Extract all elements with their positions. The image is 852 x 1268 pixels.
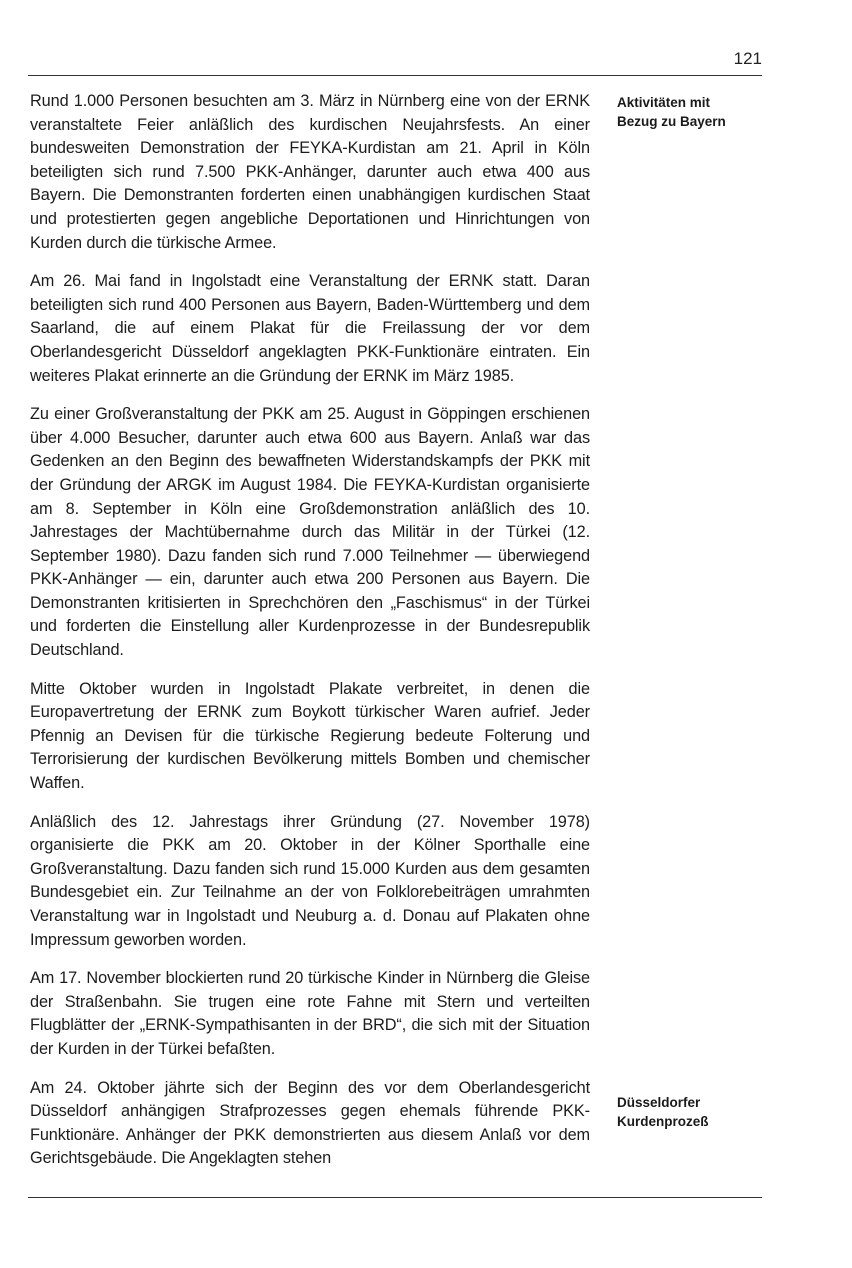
paragraph: Anläßlich des 12. Jahrestags ihrer Gründung (27. November 1978) organisierte die PKK am 20. Oktober in der Kölner Sporthalle eine Großveranstaltung. Dazu fanden sich rund 15.000 Kurden aus dem gesamten Bundesgebiet ein. Zur Teilnahme an der von Folklorebeiträgen umrahmten Veranstaltung war in Ingolstadt und Neuburg a. d. Donau auf Plakaten ohne Impressum geworben worden. [30,812,590,949]
paragraph: Am 17. November blockierten rund 20 türkische Kinder in Nürnberg die Gleise der Straßenbahn. Sie trugen eine rote Fahne mit Stern und verteilten Flugblätter der „ERNK-Sympathisanten in der BRD“, die sich mit der Situation der Kurden in der Türkei befaßten. [30,969,590,1058]
paragraph: Am 24. Oktober jährte sich der Beginn des vor dem Oberlandesgericht Düsseldorf anhängigen Strafprozesses gegen ehemals führende PKK-Funktionäre. Anhänger der PKK demonstrierten aus diesem Anlaß vor dem Gerichtsgebäude. Die Angeklagten stehen [30,1078,590,1168]
margin-note-line: Bezug zu Bayern [617,114,726,129]
header-rule [28,75,762,76]
footer-rule [28,1197,762,1198]
margin-note-line: Aktivitäten mit [617,95,711,110]
page-number: 121 [733,49,762,68]
body-text [30,90,590,1186]
margin-note-line: Kurdenprozeß [617,1114,709,1129]
margin-note-line: Düsseldorfer [617,1095,701,1110]
margin-note-kurdenprozess [617,1093,767,1131]
paragraph: Am 26. Mai fand in Ingolstadt eine Veranstaltung der ERNK statt. Daran beteiligten sich rund 400 Personen aus Bayern, Baden-Württemberg und dem Saarland, die auf einem Plakat für die Freilassung der vor dem Oberlandesgericht Düsseldorf angeklagten PKK-Funktionäre eintraten. Ein weiteres Plakat erinnerte an die Gründung der ERNK im März 1985. [30,272,590,385]
margin-note-bayern [617,93,767,131]
paragraph: Zu einer Großveranstaltung der PKK am 25. August in Göppingen erschienen über 4.000 Besucher, darunter auch etwa 600 aus Bayern. Anlaß war das Gedenken an den Beginn des bewaffneten Widerstandskampfs der PKK mit der Gründung der ARGK im August 1984. Die FEYKA-Kurdistan organisierte am 8. September in Köln eine Großdemonstration anläßlich des 10. Jahrestages der Machtübernahme durch das Militär in der Türkei (12. September 1980). Dazu fanden sich rund 7.000 Teilnehmer — überwiegend PKK-Anhänger — ein, darunter auch etwa 200 Personen aus Bayern. Die Demonstranten kritisierten in Sprechchören den „Faschismus“ in der Türkei und forderten die Einstellung aller Kurdenprozesse in der Bundesrepublik Deutschland. [30,405,590,660]
paragraph: Mitte Oktober wurden in Ingolstadt Plakate verbreitet, in denen die Europavertretung der ERNK zum Boykott türkischer Waren aufrief. Jeder Pfennig an Devisen für die türkische Regierung bedeute Folterung und Terrorisierung der kurdischen Bevölkerung mittels Bomben und chemischer Waffen. [30,679,590,793]
paragraph: Rund 1.000 Personen besuchten am 3. März in Nürnberg eine von der ERNK veranstaltete Feier anläßlich des kurdischen Neujahrsfests. An einer bundesweiten Demonstration der FEYKA-Kurdistan am 21. April in Köln beteiligten sich rund 7.500 PKK-Anhänger, darunter auch etwa 400 aus Bayern. Die Demonstranten forderten einen unabhängigen kurdischen Staat und protestierten gegen angebliche Deportationen und Hinrichtungen von Kurden durch die türkische Armee. [30,92,590,252]
